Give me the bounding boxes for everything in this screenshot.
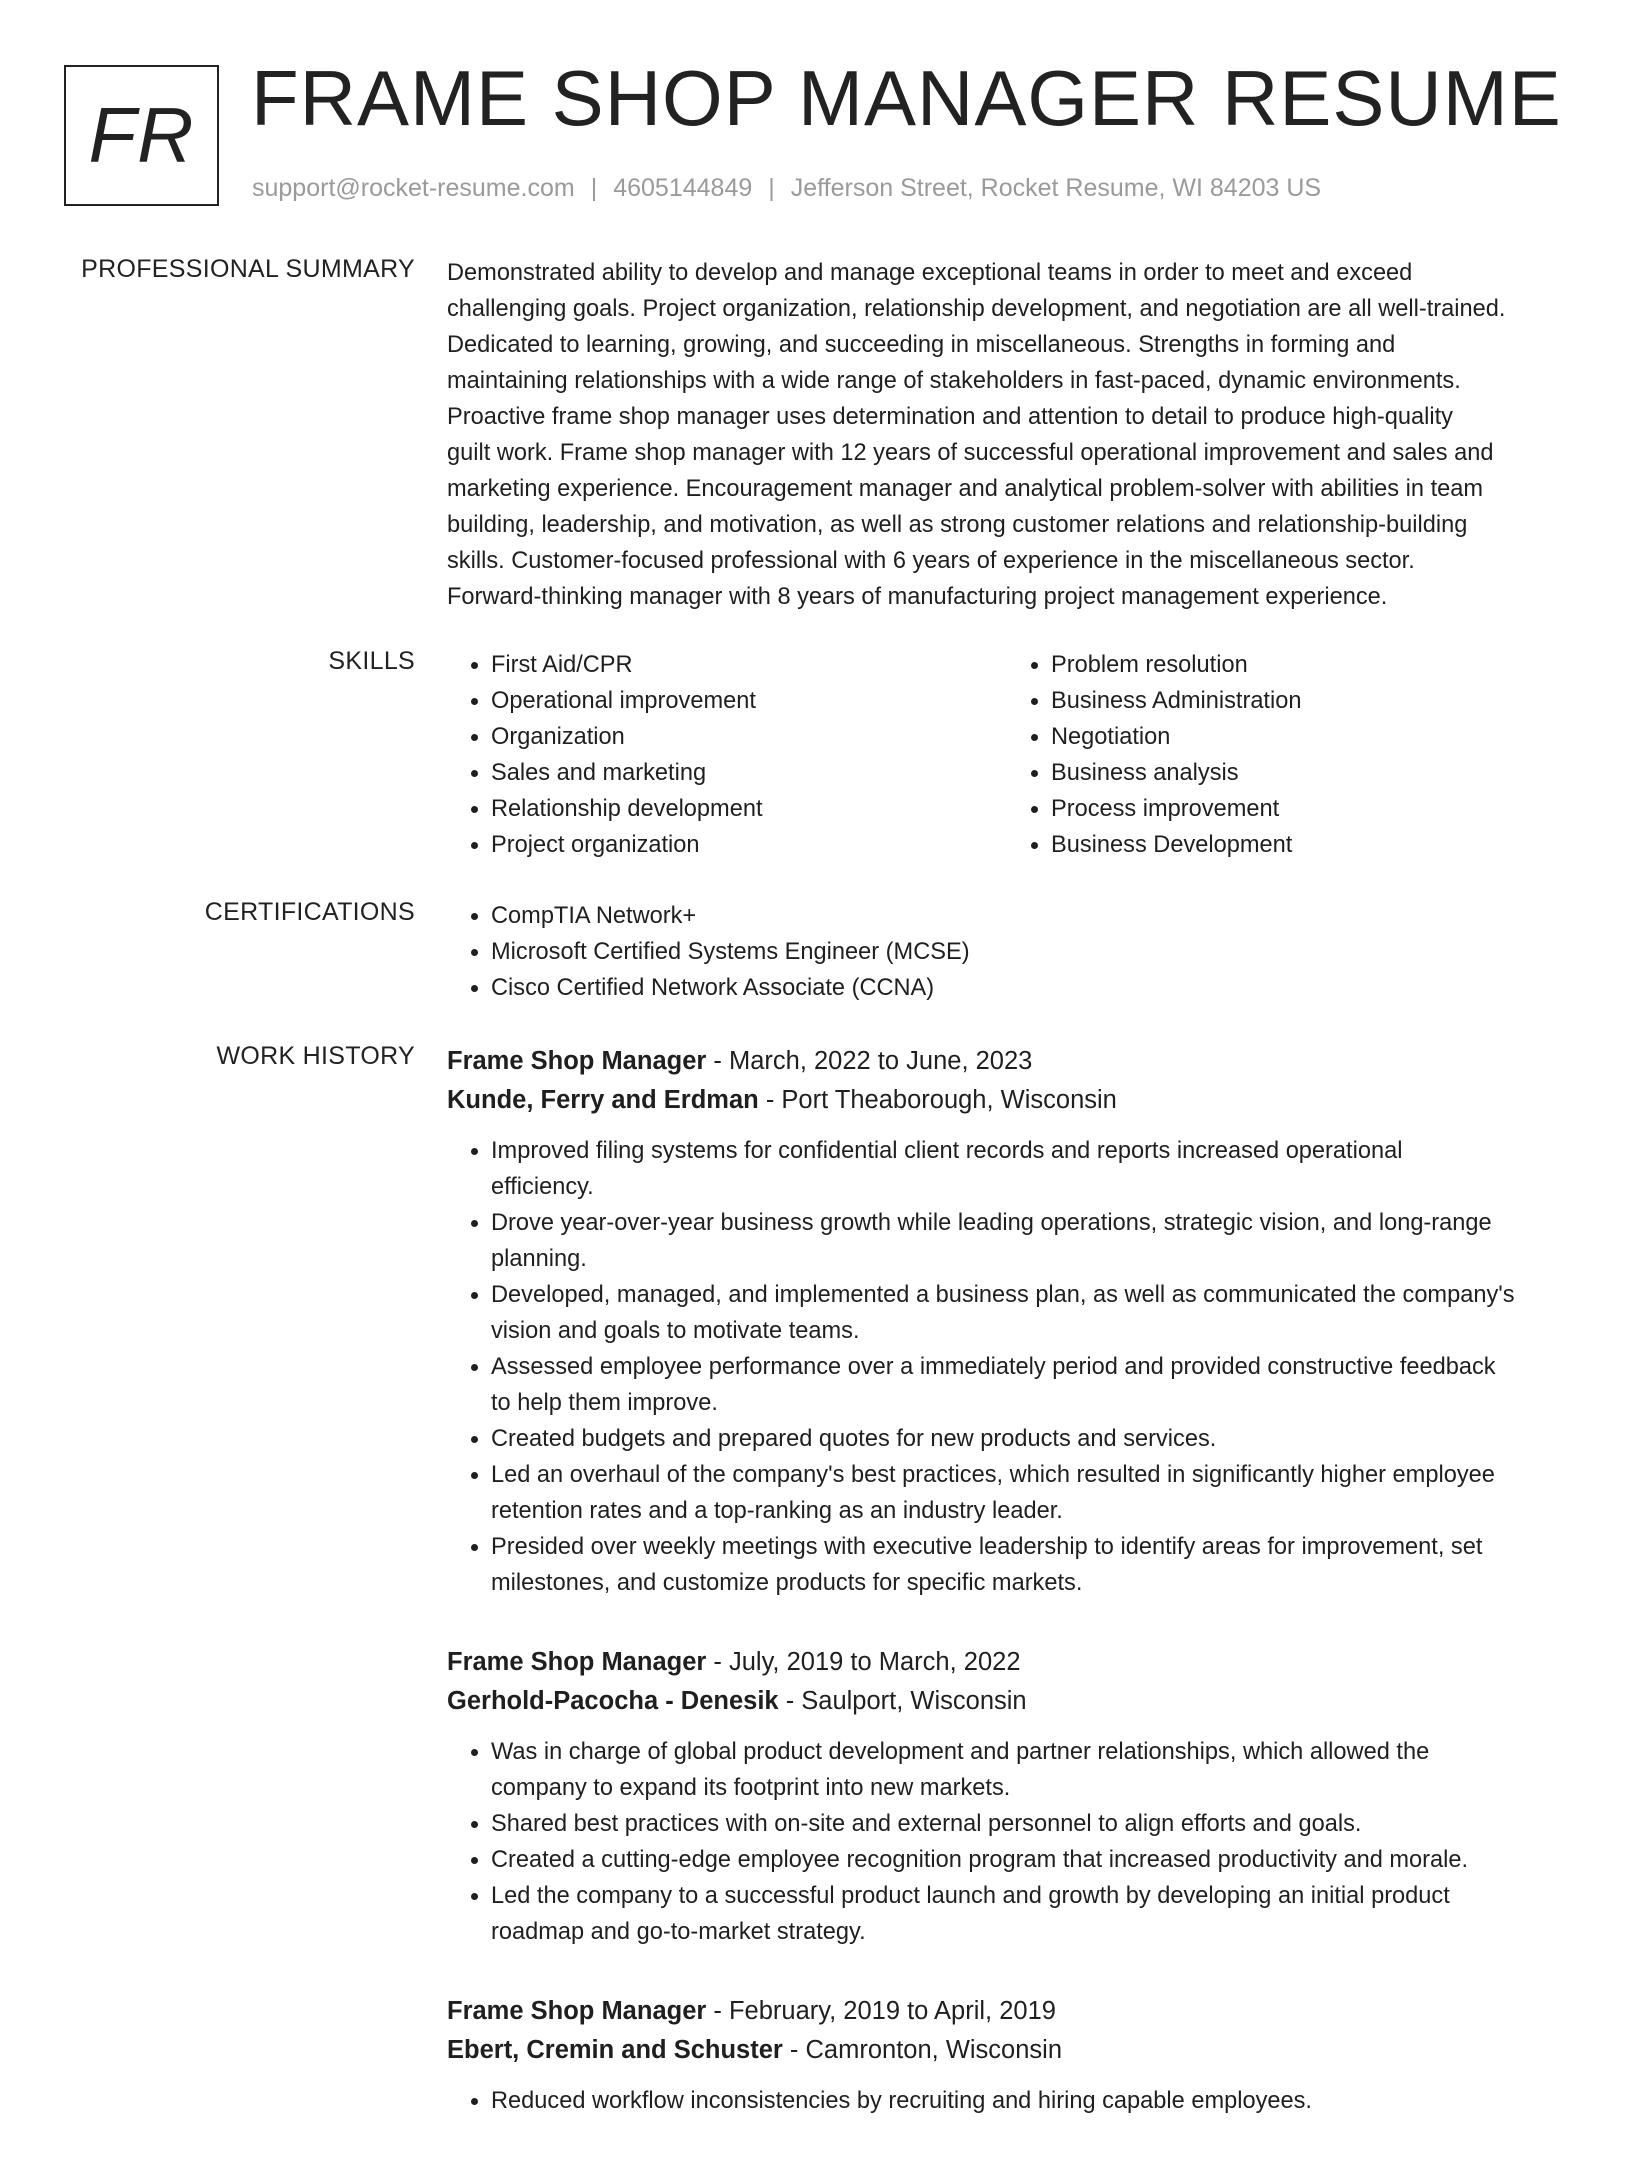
job-bullet-line: Reduced workflow inconsistencies by recruiting and hiring capable employees. [491, 2088, 1312, 2114]
job-location: - Camronton, Wisconsin [782, 2035, 1063, 2064]
certifications-list [447, 898, 1567, 1006]
skill-item: • Project organization [491, 827, 1007, 863]
summary-line: Proactive frame shop manager uses determination and attention to detail to produce high-quality [447, 404, 1453, 430]
certifications-body [447, 898, 1567, 1006]
summary-line: marketing experience. Encouragement manager and analytical problem-solver with abilities in team [447, 476, 1484, 502]
contact-separator: | [768, 174, 775, 202]
skill-item: • Organization [491, 719, 1007, 755]
job-dates: - February, 2019 to April, 2019 [706, 1997, 1056, 2025]
skill-item: • Business Administration [1051, 683, 1567, 719]
job-bullet-line: Led the company to a successful product launch and growth by developing an initial product [491, 1883, 1450, 1909]
contact-separator: | [590, 174, 598, 202]
job-bullet-line: Led an overhaul of the company's best practices, which resulted in significantly higher employee [491, 1462, 1495, 1488]
skill-item: • Operational improvement [491, 683, 1007, 719]
job-bullet-line: Improved filing systems for confidential client records and reports increased operational [491, 1138, 1403, 1164]
job-bullet-line: company to expand its footprint into new markets. [491, 1775, 1011, 1801]
skill-item: • Sales and marketing [491, 755, 1007, 791]
job-bullet-line: to help them improve. [491, 1390, 718, 1416]
job-title-line [447, 1042, 1567, 1081]
skill-item: • Relationship development [491, 791, 1007, 827]
monogram-logo: FR [64, 65, 219, 206]
job-dates: - March, 2022 to June, 2023 [706, 1047, 1033, 1075]
job-bullet-line: Drove year-over-year business growth while leading operations, strategic vision, and long-range [491, 1210, 1492, 1236]
contact-line [252, 174, 1321, 203]
job-bullet [491, 1133, 1567, 1205]
summary-line: Forward-thinking manager with 8 years of manufacturing project management experience. [447, 584, 1388, 610]
job-location: - Port Theaborough, Wisconsin [758, 1085, 1117, 1114]
job-company-line [447, 1682, 1567, 1721]
summary-line: maintaining relationships with a wide range of stakeholders in fast-paced, dynamic environments. [447, 368, 1461, 394]
job-title: Frame Shop Manager [447, 1648, 707, 1676]
job-bullet-line: Developed, managed, and implemented a business plan, as well as communicated the company's [491, 1282, 1515, 1308]
job-bullet [491, 1457, 1567, 1529]
summary-line: guilt work. Frame shop manager with 12 years of successful operational improvement and sales and [447, 440, 1494, 466]
skills-list-right [1007, 647, 1567, 863]
job-company: Gerhold-Pacocha - Denesik [447, 1686, 779, 1715]
work-history-body [447, 1042, 1567, 2161]
job-company: Kunde, Ferry and Erdman [447, 1085, 759, 1114]
skill-item: • Business analysis [1051, 755, 1567, 791]
certification-item: • Cisco Certified Network Associate (CCNA) [491, 970, 1567, 1006]
job-bullet-line: Was in charge of global product development and partner relationships, which allowed the [491, 1739, 1430, 1765]
skill-item: • Process improvement [1051, 791, 1567, 827]
job-bullet-line: efficiency. [491, 1174, 594, 1200]
skill-item: • Negotiation [1051, 719, 1567, 755]
job-entry [447, 1643, 1567, 1950]
job-entry [447, 1042, 1567, 1601]
contact-email: support@rocket-resume.com [252, 174, 575, 202]
job-bullet [491, 1277, 1567, 1349]
job-bullet [491, 1806, 1567, 1842]
certification-item: • CompTIA Network+ [491, 898, 1567, 934]
skill-item: • Problem resolution [1051, 647, 1567, 683]
job-bullets [447, 1734, 1567, 1950]
job-bullet-line: Presided over weekly meetings with executive leadership to identify areas for improvement, set [491, 1534, 1483, 1560]
job-bullet [491, 1205, 1567, 1277]
job-dates: - July, 2019 to March, 2022 [706, 1648, 1021, 1676]
job-bullet [491, 1529, 1567, 1601]
job-bullet-line: vision and goals to motivate teams. [491, 1318, 860, 1344]
job-bullet-line: Shared best practices with on-site and external personnel to align efforts and goals. [491, 1811, 1362, 1837]
job-bullets [447, 2083, 1567, 2119]
job-title: Frame Shop Manager [447, 1047, 707, 1075]
job-bullet-line: roadmap and go-to-market strategy. [491, 1919, 866, 1945]
summary-line: Demonstrated ability to develop and manage exceptional teams in order to meet and exceed [447, 260, 1413, 286]
summary-line: building, leadership, and motivation, as well as strong customer relations and relationship-building [447, 512, 1468, 538]
job-company: Ebert, Cremin and Schuster [447, 2035, 783, 2064]
skills-columns [447, 647, 1567, 863]
contact-phone: 4605144849 [613, 174, 753, 202]
job-bullets [447, 1133, 1567, 1601]
skill-item: • Business Development [1051, 827, 1567, 863]
summary-line: challenging goals. Project organization, relationship development, and negotiation are all well-trained. [447, 296, 1506, 322]
job-bullet-line: Created a cutting-edge employee recognition program that increased productivity and morale. [491, 1847, 1469, 1873]
summary-label: PROFESSIONAL SUMMARY [81, 255, 415, 283]
job-bullet [491, 1421, 1567, 1457]
summary-body [447, 255, 1567, 615]
page-title: FRAME SHOP MANAGER RESUME [251, 54, 1562, 142]
job-bullet [491, 1349, 1567, 1421]
job-bullet-line: retention rates and a top-ranking as an industry leader. [491, 1498, 1063, 1524]
job-bullet-line: milestones, and customize products for specific markets. [491, 1570, 1083, 1596]
job-title-line [447, 1992, 1567, 2031]
skills-list-left [447, 647, 1007, 863]
job-bullet-line: Created budgets and prepared quotes for new products and services. [491, 1426, 1217, 1452]
work-history-label: WORK HISTORY [216, 1042, 415, 1070]
summary-line: Dedicated to learning, growing, and succeeding in miscellaneous. Strengths in forming and [447, 332, 1396, 358]
job-title-line [447, 1643, 1567, 1682]
certifications-label: CERTIFICATIONS [204, 898, 415, 926]
job-company-line [447, 1081, 1567, 1120]
job-bullet [491, 1734, 1567, 1806]
job-entry [447, 1992, 1567, 2119]
skills-label: SKILLS [328, 647, 415, 675]
job-title: Frame Shop Manager [447, 1997, 707, 2025]
skills-body [447, 647, 1567, 863]
job-bullet [491, 2083, 1567, 2119]
job-bullet-line: Assessed employee performance over a immediately period and provided constructive feedback [491, 1354, 1496, 1380]
job-company-line [447, 2031, 1567, 2070]
certification-item: • Microsoft Certified Systems Engineer (MCSE) [491, 934, 1567, 970]
job-bullet-line: planning. [491, 1246, 587, 1272]
contact-address: Jefferson Street, Rocket Resume, WI 84203 US [790, 174, 1322, 202]
skill-item: • First Aid/CPR [491, 647, 1007, 683]
job-bullet [491, 1878, 1567, 1950]
summary-line: skills. Customer-focused professional with 6 years of experience in the miscellaneous sector. [447, 548, 1415, 574]
job-location: - Saulport, Wisconsin [778, 1686, 1027, 1715]
job-bullet [491, 1842, 1567, 1878]
summary-text [447, 255, 1567, 615]
